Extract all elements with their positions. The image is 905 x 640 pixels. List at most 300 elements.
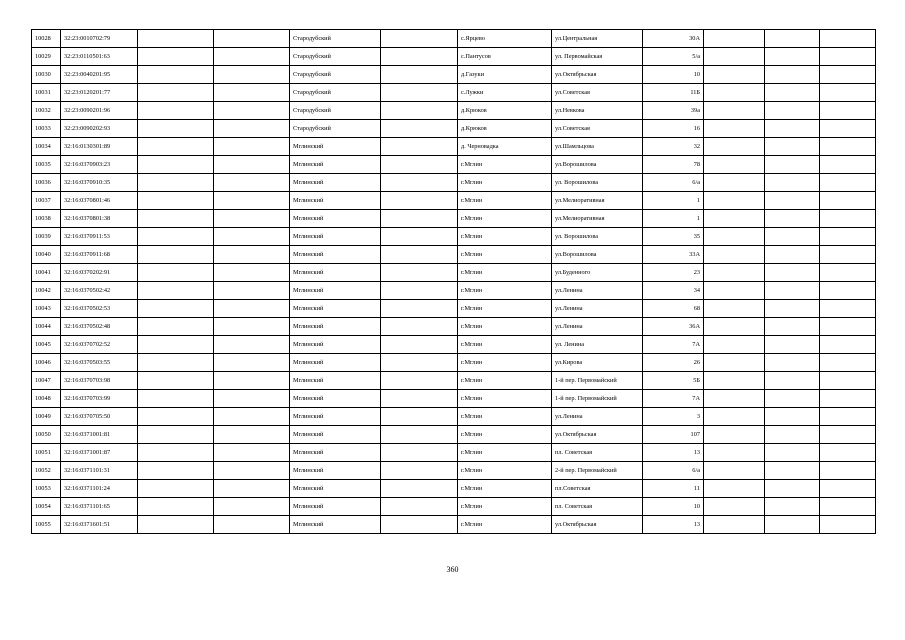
district-cell: Мглинский (290, 192, 381, 210)
empty-cell (214, 48, 290, 66)
street-cell: ул.Ленина (552, 318, 643, 336)
record-number-cell: 10033 (32, 120, 61, 138)
table-row (32, 282, 876, 300)
street-cell: ул.Советская (552, 120, 643, 138)
locality-cell: г.Мглин (458, 498, 552, 516)
locality-cell: г.Мглин (458, 462, 552, 480)
cadastral-number-cell: 32:16:0370910:35 (61, 174, 138, 192)
house-number-cell: 6/а (643, 174, 704, 192)
empty-cell (765, 300, 820, 318)
empty-cell (765, 318, 820, 336)
empty-cell (214, 192, 290, 210)
empty-cell (214, 282, 290, 300)
cadastral-number-cell: 32:16:0370903:23 (61, 156, 138, 174)
street-cell: ул.Шамльцова (552, 138, 643, 156)
empty-cell (381, 354, 458, 372)
table-row (32, 408, 876, 426)
house-number-cell: 7А (643, 336, 704, 354)
house-number-cell: 5Б (643, 372, 704, 390)
district-cell: Мглинский (290, 282, 381, 300)
empty-cell (704, 444, 765, 462)
house-number-cell: 13 (643, 516, 704, 534)
cadastral-number-cell: 32:16:0370703:98 (61, 372, 138, 390)
table-row (32, 102, 876, 120)
empty-cell (214, 462, 290, 480)
locality-cell: г.Мглин (458, 300, 552, 318)
empty-cell (765, 372, 820, 390)
empty-cell (381, 498, 458, 516)
table-row (32, 462, 876, 480)
empty-cell (765, 462, 820, 480)
empty-cell (138, 372, 214, 390)
empty-cell (138, 138, 214, 156)
empty-cell (381, 174, 458, 192)
cadastral-number-cell: 32:16:0370705:50 (61, 408, 138, 426)
street-cell: ул. Ворошилова (552, 228, 643, 246)
cadastral-number-cell: 32:16:0130301:89 (61, 138, 138, 156)
district-cell: Мглинский (290, 444, 381, 462)
house-number-cell: 7А (643, 390, 704, 408)
empty-cell (820, 426, 876, 444)
house-number-cell: 107 (643, 426, 704, 444)
house-number-cell: 32 (643, 138, 704, 156)
street-cell: ул.Кирова (552, 354, 643, 372)
empty-cell (765, 498, 820, 516)
street-cell: ул.Ворошилова (552, 156, 643, 174)
empty-cell (765, 210, 820, 228)
district-cell: Мглинский (290, 516, 381, 534)
house-number-cell: 11 (643, 480, 704, 498)
street-cell: ул.Ленина (552, 282, 643, 300)
empty-cell (704, 192, 765, 210)
empty-cell (138, 156, 214, 174)
empty-cell (765, 408, 820, 426)
cadastral-number-cell: 32:16:0370503:55 (61, 354, 138, 372)
empty-cell (820, 264, 876, 282)
street-cell: пл. Советская (552, 444, 643, 462)
empty-cell (704, 174, 765, 192)
empty-cell (765, 174, 820, 192)
record-number-cell: 10051 (32, 444, 61, 462)
empty-cell (138, 246, 214, 264)
locality-cell: д.Крюков (458, 102, 552, 120)
empty-cell (138, 282, 214, 300)
district-cell: Мглинский (290, 372, 381, 390)
street-cell: ул. Первомайская (552, 48, 643, 66)
empty-cell (820, 66, 876, 84)
empty-cell (214, 372, 290, 390)
empty-cell (820, 498, 876, 516)
locality-cell: г.Мглин (458, 174, 552, 192)
cadastral-number-cell: 32:16:0370502:53 (61, 300, 138, 318)
table-row (32, 246, 876, 264)
empty-cell (704, 498, 765, 516)
empty-cell (138, 354, 214, 372)
empty-cell (704, 246, 765, 264)
cadastral-number-cell: 32:16:0371601:51 (61, 516, 138, 534)
table-row (32, 264, 876, 282)
empty-cell (704, 408, 765, 426)
empty-cell (765, 336, 820, 354)
empty-cell (765, 30, 820, 48)
table-row (32, 174, 876, 192)
street-cell: ул.Ленина (552, 300, 643, 318)
house-number-cell: 10 (643, 498, 704, 516)
empty-cell (704, 426, 765, 444)
empty-cell (704, 372, 765, 390)
locality-cell: с.Пантусов (458, 48, 552, 66)
district-cell: Стародубский (290, 84, 381, 102)
locality-cell: с.Ярцево (458, 30, 552, 48)
table-row (32, 138, 876, 156)
empty-cell (765, 156, 820, 174)
empty-cell (820, 138, 876, 156)
empty-cell (138, 444, 214, 462)
empty-cell (704, 66, 765, 84)
record-number-cell: 10048 (32, 390, 61, 408)
empty-cell (381, 66, 458, 84)
record-number-cell: 10054 (32, 498, 61, 516)
street-cell: пл. Советская (552, 498, 643, 516)
house-number-cell: 11Б (643, 84, 704, 102)
house-number-cell: 6/а (643, 462, 704, 480)
table-row (32, 372, 876, 390)
empty-cell (214, 84, 290, 102)
street-cell: ул.Советская (552, 84, 643, 102)
house-number-cell: 3 (643, 408, 704, 426)
empty-cell (765, 390, 820, 408)
cadastral-number-cell: 32:16:0370703:99 (61, 390, 138, 408)
empty-cell (381, 408, 458, 426)
record-number-cell: 10041 (32, 264, 61, 282)
empty-cell (381, 102, 458, 120)
record-number-cell: 10043 (32, 300, 61, 318)
locality-cell: г.Мглин (458, 408, 552, 426)
table-row (32, 336, 876, 354)
empty-cell (214, 444, 290, 462)
empty-cell (820, 156, 876, 174)
cadastral-number-cell: 32:16:0370502:48 (61, 318, 138, 336)
table-row (32, 300, 876, 318)
empty-cell (820, 210, 876, 228)
house-number-cell: 35 (643, 228, 704, 246)
record-number-cell: 10034 (32, 138, 61, 156)
cadastral-number-cell: 32:23:0010702:79 (61, 30, 138, 48)
empty-cell (381, 120, 458, 138)
cadastral-number-cell: 32:23:0110501:63 (61, 48, 138, 66)
record-number-cell: 10044 (32, 318, 61, 336)
cadastral-number-cell: 32:16:0371101:24 (61, 480, 138, 498)
house-number-cell: 39а (643, 102, 704, 120)
district-cell: Мглинский (290, 336, 381, 354)
record-number-cell: 10039 (32, 228, 61, 246)
empty-cell (381, 516, 458, 534)
table-row (32, 30, 876, 48)
empty-cell (820, 480, 876, 498)
empty-cell (214, 120, 290, 138)
empty-cell (820, 390, 876, 408)
empty-cell (765, 282, 820, 300)
locality-cell: г.Мглин (458, 390, 552, 408)
empty-cell (704, 84, 765, 102)
locality-cell: г.Мглин (458, 318, 552, 336)
cadastral-number-cell: 32:16:0370801:38 (61, 210, 138, 228)
empty-cell (381, 210, 458, 228)
record-number-cell: 10028 (32, 30, 61, 48)
house-number-cell: 23 (643, 264, 704, 282)
table-row (32, 318, 876, 336)
empty-cell (704, 354, 765, 372)
district-cell: Мглинский (290, 498, 381, 516)
empty-cell (381, 480, 458, 498)
empty-cell (214, 336, 290, 354)
empty-cell (820, 444, 876, 462)
empty-cell (381, 264, 458, 282)
empty-cell (820, 48, 876, 66)
empty-cell (214, 102, 290, 120)
locality-cell: г.Мглин (458, 246, 552, 264)
house-number-cell: 1 (643, 192, 704, 210)
empty-cell (820, 282, 876, 300)
locality-cell: с.Лужки (458, 84, 552, 102)
table-row (32, 120, 876, 138)
empty-cell (214, 66, 290, 84)
record-number-cell: 10045 (32, 336, 61, 354)
empty-cell (381, 30, 458, 48)
empty-cell (138, 48, 214, 66)
record-number-cell: 10031 (32, 84, 61, 102)
empty-cell (820, 174, 876, 192)
table-row (32, 192, 876, 210)
record-number-cell: 10049 (32, 408, 61, 426)
empty-cell (704, 462, 765, 480)
empty-cell (765, 516, 820, 534)
empty-cell (214, 390, 290, 408)
empty-cell (765, 426, 820, 444)
empty-cell (138, 66, 214, 84)
empty-cell (820, 336, 876, 354)
street-cell: ул.Октябрьская (552, 66, 643, 84)
record-number-cell: 10050 (32, 426, 61, 444)
table-row (32, 156, 876, 174)
empty-cell (704, 318, 765, 336)
empty-cell (765, 264, 820, 282)
locality-cell: г.Мглин (458, 192, 552, 210)
empty-cell (704, 300, 765, 318)
table-row (32, 210, 876, 228)
empty-cell (214, 516, 290, 534)
empty-cell (765, 102, 820, 120)
record-number-cell: 10042 (32, 282, 61, 300)
empty-cell (381, 336, 458, 354)
street-cell: ул.Мелиоративная (552, 192, 643, 210)
empty-cell (765, 138, 820, 156)
empty-cell (820, 228, 876, 246)
locality-cell: г.Мглин (458, 444, 552, 462)
empty-cell (381, 300, 458, 318)
empty-cell (820, 408, 876, 426)
empty-cell (138, 102, 214, 120)
table-row (32, 66, 876, 84)
cadastral-number-cell: 32:23:0090202:93 (61, 120, 138, 138)
empty-cell (820, 516, 876, 534)
cadastral-number-cell: 32:16:0370801:46 (61, 192, 138, 210)
district-cell: Мглинский (290, 408, 381, 426)
empty-cell (138, 120, 214, 138)
empty-cell (765, 66, 820, 84)
empty-cell (704, 480, 765, 498)
house-number-cell: 33А (643, 246, 704, 264)
district-cell: Стародубский (290, 66, 381, 84)
registry-table (31, 29, 876, 534)
district-cell: Мглинский (290, 264, 381, 282)
house-number-cell: 13 (643, 444, 704, 462)
empty-cell (138, 426, 214, 444)
cadastral-number-cell: 32:16:0370911:53 (61, 228, 138, 246)
cadastral-number-cell: 32:16:0371101:31 (61, 462, 138, 480)
district-cell: Стародубский (290, 48, 381, 66)
locality-cell: д.Крюков (458, 120, 552, 138)
empty-cell (381, 390, 458, 408)
cadastral-number-cell: 32:16:0370702:52 (61, 336, 138, 354)
empty-cell (820, 462, 876, 480)
house-number-cell: 68 (643, 300, 704, 318)
empty-cell (704, 48, 765, 66)
district-cell: Мглинский (290, 138, 381, 156)
district-cell: Мглинский (290, 480, 381, 498)
empty-cell (214, 318, 290, 336)
house-number-cell: 1 (643, 210, 704, 228)
empty-cell (138, 318, 214, 336)
empty-cell (381, 282, 458, 300)
empty-cell (214, 354, 290, 372)
empty-cell (138, 210, 214, 228)
street-cell: ул.Буденного (552, 264, 643, 282)
empty-cell (214, 246, 290, 264)
record-number-cell: 10040 (32, 246, 61, 264)
empty-cell (138, 192, 214, 210)
street-cell: ул.Центральная (552, 30, 643, 48)
empty-cell (820, 84, 876, 102)
empty-cell (704, 264, 765, 282)
empty-cell (704, 228, 765, 246)
street-cell: ул.Октябрьская (552, 426, 643, 444)
empty-cell (381, 372, 458, 390)
record-number-cell: 10055 (32, 516, 61, 534)
empty-cell (704, 516, 765, 534)
empty-cell (820, 120, 876, 138)
locality-cell: г.Мглин (458, 282, 552, 300)
street-cell: 1-й пер. Первомайский (552, 390, 643, 408)
empty-cell (704, 390, 765, 408)
district-cell: Стародубский (290, 102, 381, 120)
street-cell: ул.Ворошилова (552, 246, 643, 264)
empty-cell (381, 138, 458, 156)
empty-cell (214, 30, 290, 48)
record-number-cell: 10038 (32, 210, 61, 228)
table-row (32, 498, 876, 516)
house-number-cell: 78 (643, 156, 704, 174)
street-cell: ул.Мелиоративная (552, 210, 643, 228)
locality-cell: г.Мглин (458, 354, 552, 372)
empty-cell (138, 480, 214, 498)
record-number-cell: 10052 (32, 462, 61, 480)
street-cell: ул. Ленина (552, 336, 643, 354)
empty-cell (765, 480, 820, 498)
empty-cell (765, 354, 820, 372)
empty-cell (820, 102, 876, 120)
empty-cell (138, 84, 214, 102)
empty-cell (138, 390, 214, 408)
cadastral-number-cell: 32:16:0371001:87 (61, 444, 138, 462)
street-cell: ул.Ленина (552, 408, 643, 426)
cadastral-number-cell: 32:16:0370202:91 (61, 264, 138, 282)
empty-cell (138, 228, 214, 246)
empty-cell (820, 372, 876, 390)
empty-cell (820, 246, 876, 264)
district-cell: Мглинский (290, 354, 381, 372)
empty-cell (820, 354, 876, 372)
empty-cell (820, 192, 876, 210)
locality-cell: г.Мглин (458, 210, 552, 228)
district-cell: Мглинский (290, 174, 381, 192)
record-number-cell: 10037 (32, 192, 61, 210)
empty-cell (765, 192, 820, 210)
house-number-cell: 5/а (643, 48, 704, 66)
street-cell: пл.Советская (552, 480, 643, 498)
empty-cell (820, 318, 876, 336)
cadastral-number-cell: 32:16:0371101:65 (61, 498, 138, 516)
empty-cell (381, 228, 458, 246)
empty-cell (704, 210, 765, 228)
district-cell: Стародубский (290, 30, 381, 48)
empty-cell (765, 246, 820, 264)
district-cell: Мглинский (290, 246, 381, 264)
empty-cell (381, 462, 458, 480)
cadastral-number-cell: 32:23:0040201:95 (61, 66, 138, 84)
empty-cell (138, 264, 214, 282)
street-cell: ул. Ворошилова (552, 174, 643, 192)
district-cell: Мглинский (290, 228, 381, 246)
empty-cell (704, 156, 765, 174)
empty-cell (381, 156, 458, 174)
empty-cell (214, 408, 290, 426)
empty-cell (704, 138, 765, 156)
district-cell: Мглинский (290, 318, 381, 336)
cadastral-number-cell: 32:23:0090201:96 (61, 102, 138, 120)
empty-cell (214, 498, 290, 516)
street-cell: 2-й пер. Первомайский (552, 462, 643, 480)
empty-cell (704, 30, 765, 48)
house-number-cell: 10 (643, 66, 704, 84)
empty-cell (214, 480, 290, 498)
house-number-cell: 34 (643, 282, 704, 300)
empty-cell (381, 318, 458, 336)
locality-cell: г.Мглин (458, 228, 552, 246)
registry-table-body (32, 30, 876, 534)
table-row (32, 228, 876, 246)
record-number-cell: 10030 (32, 66, 61, 84)
empty-cell (765, 48, 820, 66)
locality-cell: г.Мглин (458, 516, 552, 534)
cadastral-number-cell: 32:16:0371001:81 (61, 426, 138, 444)
record-number-cell: 10053 (32, 480, 61, 498)
record-number-cell: 10036 (32, 174, 61, 192)
empty-cell (214, 300, 290, 318)
empty-cell (765, 444, 820, 462)
empty-cell (765, 120, 820, 138)
house-number-cell: 30А (643, 30, 704, 48)
